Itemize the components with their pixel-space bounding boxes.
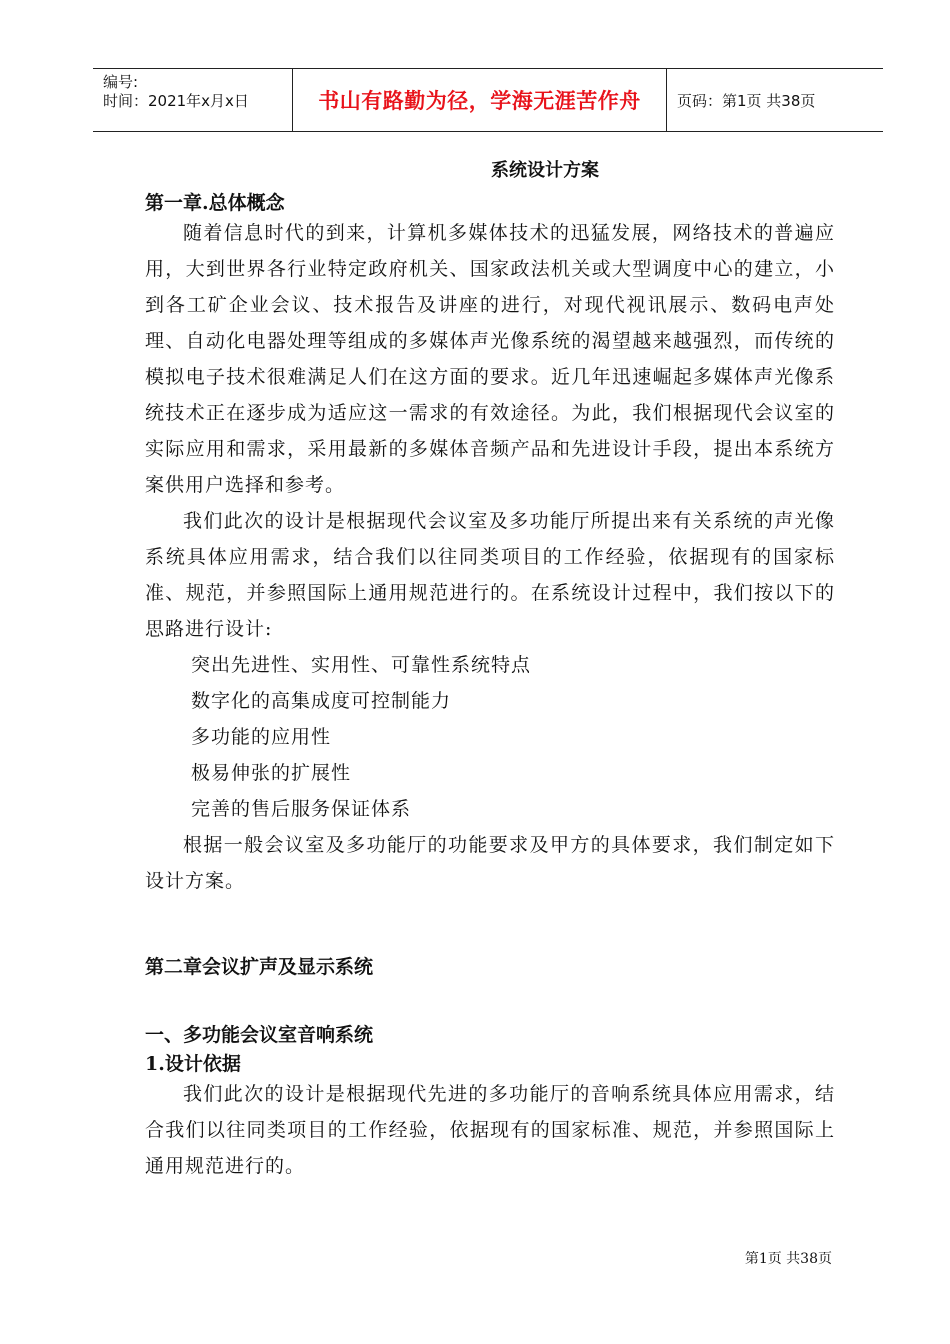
chapter-1-heading: 第一章.总体概念 [145,192,285,214]
number-label: 编号: [103,73,139,91]
list-item: 极易伸张的扩展性 [191,762,352,784]
page-footer: 第1页 共38页 [744,1251,832,1267]
header-meta [93,69,293,131]
header-motto: 书山有路勤为径，学海无涯苦作舟 [293,69,667,131]
time-line: 时间：2021年x月x日 [103,92,249,110]
page-header [93,68,883,132]
list-item: 完善的售后服务保证体系 [191,798,412,820]
list-item: 突出先进性、实用性、可靠性系统特点 [191,654,532,676]
list-item: 数字化的高集成度可控制能力 [191,690,452,712]
chapter-1-paragraph-1: 随着信息时代的到来，计算机多媒体技术的迅猛发展，网络技术的普遍应用，大到世界各行业特定政府机关、国家政法机关或大型调度中心的建立，小到各工矿企业会议、技术报告及讲座的进行，对现代视讯展示、数码电声处理、自动化电器处理等组成的多媒体声光像系统的渴望越来越强烈，而传统的模拟电子技术很难满足人们在这方面的要求。近几年迅速崛起多媒体声光像系统技术正在逐步成为适应这一需求的有效途径。为此，我们根据现代会议室的实际应用和需求，采用最新的多媒体音频产品和先进设计手段，提出本系统方案供用户选择和参考。 [145,222,835,496]
subsection-1-heading: 1.设计依据 [145,1053,241,1075]
section-1-paragraph-1: 我们此次的设计是根据现代先进的多功能厅的音响系统具体应用需求，结合我们以往同类项目的工作经验，依据现有的国家标准、规范，并参照国际上通用规范进行的。 [145,1083,835,1177]
chapter-1-paragraph-2: 我们此次的设计是根据现代会议室及多功能厅所提出来有关系统的声光像系统具体应用需求，结合我们以往同类项目的工作经验，依据现有的国家标准、规范，并参照国际上通用规范进行的。在系统设计过程中，我们按以下的思路进行设计: [145,510,835,640]
header-page-info: 页码：第1页 共38页 [677,91,816,110]
chapter-2 [145,952,835,979]
chapter-1-paragraph-3: 根据一般会议室及多功能厅的功能要求及甲方的具体要求，我们制定如下设计方案。 [145,834,835,892]
section-1-heading: 一、多功能会议室音响系统 [145,1024,374,1046]
chapter-2-heading: 第二章会议扩声及显示系统 [145,956,374,978]
document-title: 系统设计方案 [491,160,599,181]
chapter-1 [145,188,835,899]
chapter-2-section-1 [145,1020,835,1184]
list-item: 多功能的应用性 [191,726,332,748]
